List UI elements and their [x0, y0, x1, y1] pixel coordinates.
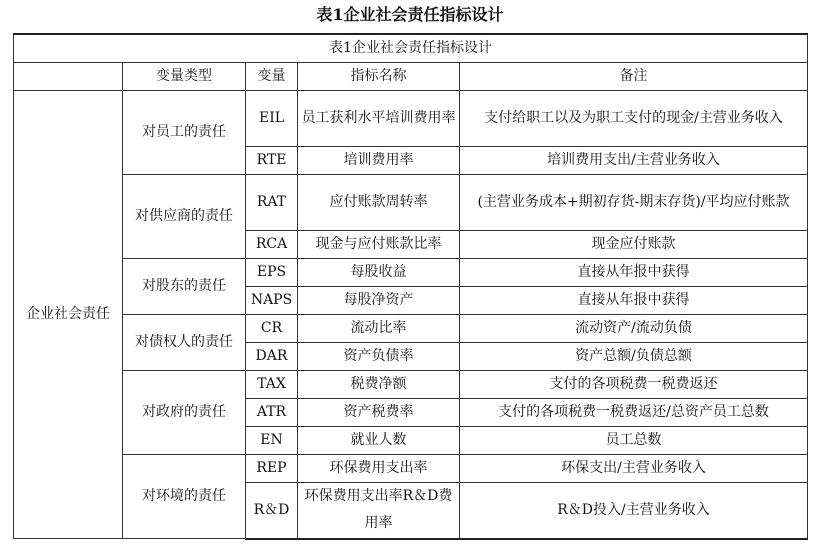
variable-cell: RCA: [246, 231, 298, 259]
variable-cell: NAPS: [246, 287, 298, 315]
note-cell: 资产总额/负债总额: [460, 343, 808, 371]
header-variable-type: 变量类型: [123, 63, 246, 91]
header-blank: [14, 63, 123, 91]
table-row: [14, 315, 808, 343]
variable-type-cell: 对股东的责任: [123, 259, 246, 315]
variable-cell: R＆D: [246, 483, 298, 539]
table-row: [14, 259, 808, 287]
variable-cell: CR: [246, 315, 298, 343]
table-row: [14, 175, 808, 231]
note-cell: 直接从年报中获得: [460, 287, 808, 315]
indicator-table: [13, 33, 808, 540]
variable-cell: REP: [246, 455, 298, 483]
variable-cell: TAX: [246, 371, 298, 399]
table-row: [14, 371, 808, 399]
header-indicator-name: 指标名称: [298, 63, 460, 91]
indicator-name-cell: 每股净资产: [298, 287, 460, 315]
note-cell: 员工总数: [460, 427, 808, 455]
variable-cell: DAR: [246, 343, 298, 371]
variable-type-cell: 对员工的责任: [123, 91, 246, 175]
table-header-row: [14, 63, 808, 91]
note-cell: 现金应付账款: [460, 231, 808, 259]
indicator-name-cell: 流动比率: [298, 315, 460, 343]
variable-cell: EPS: [246, 259, 298, 287]
variable-cell: RAT: [246, 175, 298, 231]
table-row: [14, 91, 808, 147]
table-title-row: [14, 34, 808, 63]
header-variable: 变量: [246, 63, 298, 91]
indicator-name-cell: 培训费用率: [298, 147, 460, 175]
variable-cell: RTE: [246, 147, 298, 175]
note-cell: 环保支出/主营业务收入: [460, 455, 808, 483]
table-row: [14, 455, 808, 483]
note-cell: 支付给职工以及为职工支付的现金/主营业务收入: [460, 91, 808, 147]
note-cell: (主营业务成本+期初存货-期末存货)/平均应付账款: [460, 175, 808, 231]
variable-type-cell: 对债权人的责任: [123, 315, 246, 371]
note-cell: R＆D投入/主营业务收入: [460, 483, 808, 539]
header-note: 备注: [460, 63, 808, 91]
variable-cell: EIL: [246, 91, 298, 147]
indicator-name-cell: 员工获利水平培训费用率: [298, 91, 460, 147]
indicator-name-cell: 税费净额: [298, 371, 460, 399]
variable-cell: EN: [246, 427, 298, 455]
variable-type-cell: 对供应商的责任: [123, 175, 246, 259]
indicator-name-cell: 环保费用支出率R＆D费用率: [298, 483, 460, 539]
indicator-name-cell: 环保费用支出率: [298, 455, 460, 483]
indicator-name-cell: 资产税费率: [298, 399, 460, 427]
note-cell: 流动资产/流动负债: [460, 315, 808, 343]
indicator-name-cell: 资产负债率: [298, 343, 460, 371]
note-cell: 支付的各项税费一税费返还: [460, 371, 808, 399]
variable-type-cell: 对环境的责任: [123, 455, 246, 539]
indicator-name-cell: 现金与应付账款比率: [298, 231, 460, 259]
indicator-name-cell: 应付账款周转率: [298, 175, 460, 231]
note-cell: 直接从年报中获得: [460, 259, 808, 287]
note-cell: 培训费用支出/主营业务收入: [460, 147, 808, 175]
indicator-name-cell: 就业人数: [298, 427, 460, 455]
note-cell: 支付的各项税费一税费返还/总资产员工总数: [460, 399, 808, 427]
indicator-name-cell: 每股收益: [298, 259, 460, 287]
top-category-cell: 企业社会责任: [14, 91, 123, 539]
table-title: 表1企业社会责任指标设计: [14, 34, 808, 63]
variable-cell: ATR: [246, 399, 298, 427]
table-caption: 表1企业社会责任指标设计: [316, 5, 504, 24]
variable-type-cell: 对政府的责任: [123, 371, 246, 455]
